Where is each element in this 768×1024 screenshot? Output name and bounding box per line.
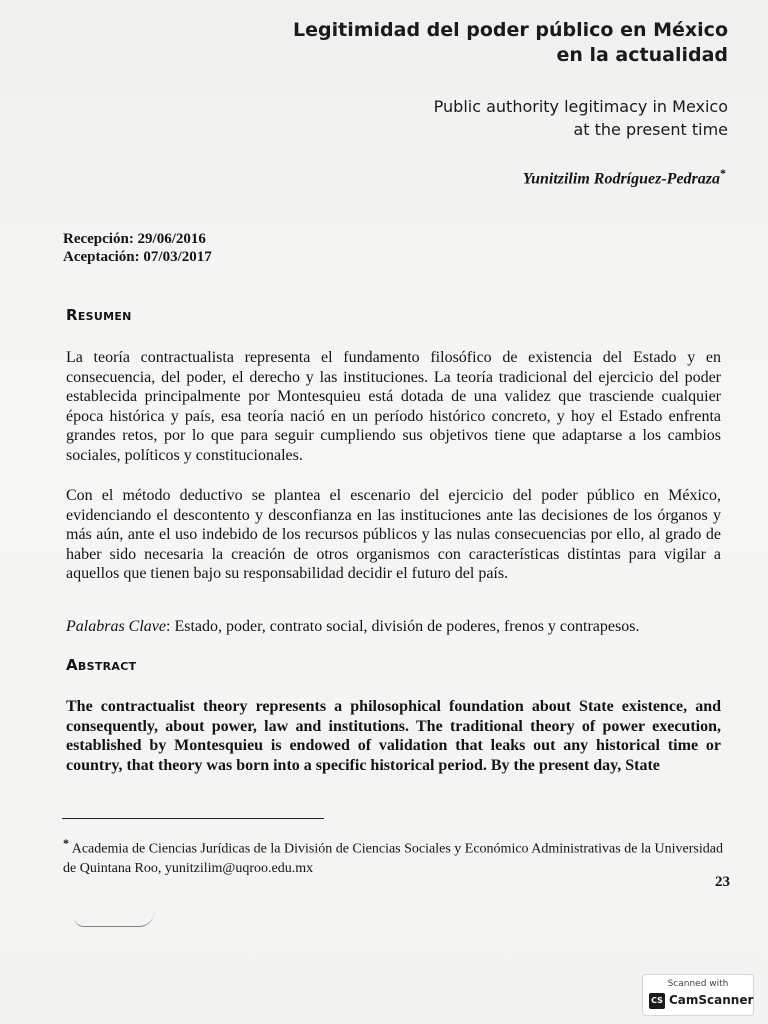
reception-date: Recepción: 29/06/2016 xyxy=(63,231,206,247)
resumen-paragraph-1: La teoría contractualista representa el fundamento filosófico de existencia del Estado y en consecuencia, del poder, el derecho y las instituciones. La teoría tradicional del ejercicio del poder establecida principalmente por Montesquieu está dotada de una validez que trasciende cualquier época histórica y país, esa teoría nació en un período histórico concreto, y hoy el Estado enfrenta grandes retos, por lo que para seguir cumpliendo sus objetivos tiene que adaptarse a los cambios sociales, políticos y constitucionales. xyxy=(66,349,721,464)
footnote-text: Academia de Ciencias Jurídicas de la División de Ciencias Sociales y Económico Administrativas de la Universidad de Quintana Roo, yunitzilim@uqroo.edu.mx xyxy=(63,841,723,876)
scanner-brand: CamScanner xyxy=(669,993,754,1007)
keywords-line xyxy=(66,617,726,636)
footnote-mark: * xyxy=(63,836,69,850)
abstract-heading: Abstract xyxy=(66,656,137,674)
camscanner-logo-icon: CS xyxy=(649,993,665,1009)
acceptance-date: Aceptación: 07/03/2017 xyxy=(63,249,212,265)
page-number: 23 xyxy=(715,874,730,890)
article-title-english xyxy=(208,95,728,141)
article-title-spanish xyxy=(208,18,728,68)
keywords-label: Palabras Clave xyxy=(66,618,166,635)
title-es-line2: en la actualidad xyxy=(556,44,728,66)
pen-mark xyxy=(74,912,154,927)
abstract-paragraph-1: The contractualist theory represents a philosophical foundation about State existence, and consequently, about power, law and institutions. The traditional theory of power execution, established by Montesquieu is endowed of validation that leaks out any historical time or country, that theory was born into a specific historical period. By the present day, State xyxy=(66,698,721,774)
author-footnote-mark: * xyxy=(720,166,726,180)
author-name xyxy=(523,166,726,188)
title-en-line2: at the present time xyxy=(573,120,728,139)
scanner-caption: Scanned with xyxy=(667,979,729,989)
author-text: Yunitzilim Rodríguez-Pedraza xyxy=(522,170,720,188)
keywords-text: : Estado, poder, contrato social, división de poderes, frenos y contrapesos. xyxy=(166,618,640,635)
footnote-divider xyxy=(62,818,324,819)
resumen-heading: Resumen xyxy=(66,306,132,324)
title-es-line1: Legitimidad del poder público en México xyxy=(293,19,728,41)
title-en-line1: Public authority legitimacy in Mexico xyxy=(433,97,728,116)
resumen-paragraph-2: Con el método deductivo se plantea el escenario del ejercicio del poder público en México, evidenciando el descontento y desconfianza en las instituciones ante las decisiones de los órganos y más aún, ante el uso indebido de los recursos públicos y las nulas consecuencias por ello, al grado de haber sido necesaria la creación de otros organismos con características distintas para vigilar a aquellos que tienen bajo su responsabilidad decidir el futuro del país. xyxy=(66,487,721,582)
submission-dates xyxy=(63,230,212,266)
camscanner-badge xyxy=(642,974,754,1016)
author-footnote xyxy=(63,834,733,878)
